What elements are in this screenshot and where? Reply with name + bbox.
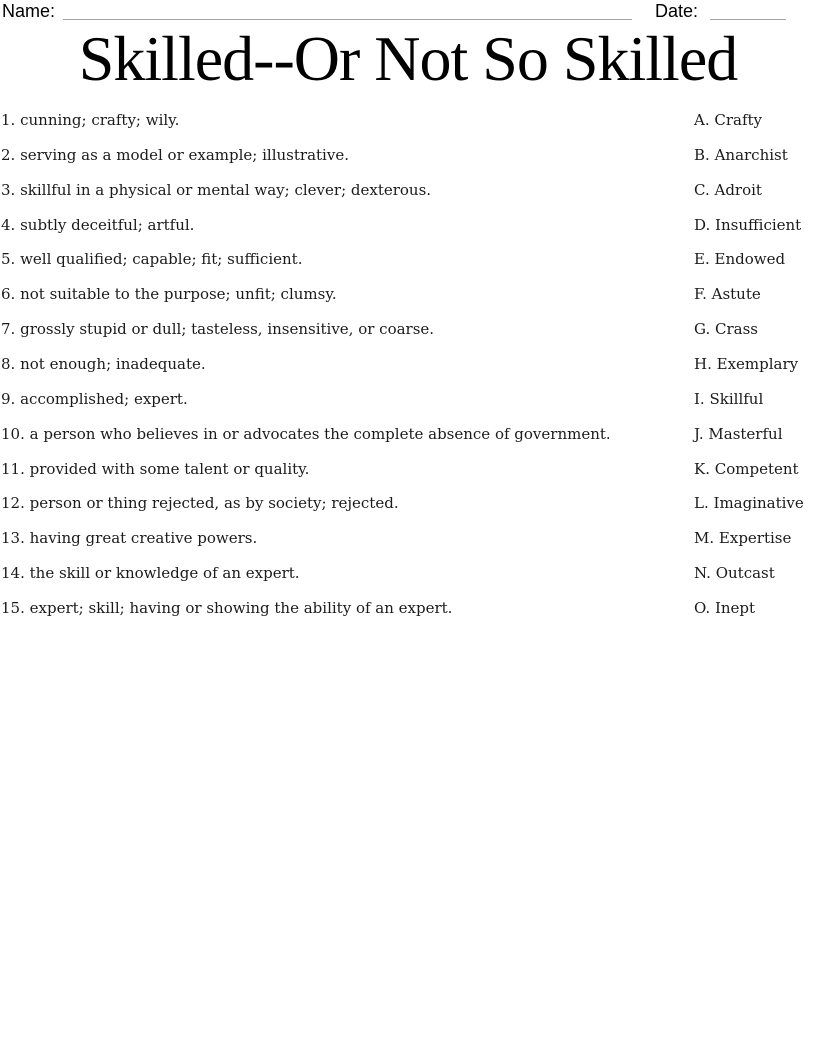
question-number: 8.: [1, 355, 16, 374]
answer-option: [694, 277, 816, 312]
name-label: Name:: [2, 1, 56, 21]
question-number: 7.: [1, 320, 16, 339]
question-text: grossly stupid or dull; tasteless, insensitive, or coarse.: [20, 320, 435, 339]
answer-option: [694, 347, 816, 382]
question-text: accomplished; expert.: [20, 389, 188, 408]
answer-word: Competent: [714, 459, 799, 478]
answer-word: Crafty: [714, 111, 763, 129]
question-number: 1.: [1, 111, 16, 129]
matching-row: [0, 138, 816, 173]
answer-word: Exemplary: [716, 355, 799, 374]
matching-row: [0, 173, 816, 208]
answer-word: Crass: [715, 320, 758, 339]
answer-word: Expertise: [718, 529, 792, 548]
definition-text: [0, 382, 694, 417]
definition-text: [0, 417, 694, 452]
answer-letter: K.: [694, 459, 710, 478]
definition-text: [0, 347, 694, 382]
answer-letter: M.: [694, 529, 715, 548]
definition-text: [0, 242, 694, 277]
answer-option: [694, 138, 816, 173]
question-number: 6.: [1, 285, 16, 304]
answer-word: Imaginative: [713, 494, 804, 513]
matching-row: [0, 452, 816, 487]
question-text: not enough; inadequate.: [20, 355, 206, 374]
definition-text: [0, 138, 694, 173]
definition-text: [0, 103, 694, 138]
answer-letter: H.: [694, 355, 712, 374]
question-text: a person who believes in or advocates the complete absence of government.: [29, 424, 611, 443]
matching-row: [0, 382, 816, 417]
answer-option: [694, 521, 816, 556]
answer-option: [694, 103, 816, 138]
answer-letter: E.: [694, 250, 710, 269]
answer-letter: C.: [694, 180, 710, 199]
definition-text: [0, 312, 694, 347]
question-number: 14.: [1, 564, 25, 583]
question-text: expert; skill; having or showing the ability of an expert.: [29, 599, 453, 618]
answer-letter: F.: [694, 285, 707, 304]
answer-option: [694, 208, 816, 243]
name-blank-line: [63, 0, 632, 20]
answer-word: Adroit: [714, 180, 762, 199]
answer-word: Endowed: [714, 250, 786, 269]
matching-row: [0, 312, 816, 347]
question-number: 5.: [1, 250, 16, 269]
question-number: 3.: [1, 180, 16, 199]
answer-letter: B.: [694, 145, 710, 164]
question-number: 4.: [1, 215, 16, 234]
answer-word: Outcast: [715, 564, 775, 583]
matching-row: [0, 277, 816, 312]
matching-list: [0, 103, 816, 626]
answer-word: Insufficient: [715, 215, 802, 234]
question-text: subtly deceitful; artful.: [20, 215, 195, 234]
matching-row: [0, 347, 816, 382]
matching-row: [0, 556, 816, 591]
question-text: serving as a model or example; illustrative.: [20, 145, 349, 164]
definition-text: [0, 452, 694, 487]
matching-row: [0, 591, 816, 626]
question-number: 2.: [1, 145, 16, 164]
matching-row: [0, 103, 816, 138]
matching-row: [0, 486, 816, 521]
question-text: person or thing rejected, as by society; rejected.: [29, 494, 399, 513]
answer-option: [694, 312, 816, 347]
question-text: the skill or knowledge of an expert.: [29, 564, 300, 583]
answer-option: [694, 591, 816, 626]
question-number: 9.: [1, 389, 16, 408]
question-text: not suitable to the purpose; unfit; clumsy.: [20, 285, 337, 304]
answer-word: Anarchist: [714, 145, 788, 164]
definition-text: [0, 208, 694, 243]
answer-letter: D.: [694, 215, 711, 234]
answer-option: [694, 556, 816, 591]
matching-row: [0, 208, 816, 243]
matching-row: [0, 521, 816, 556]
matching-row: [0, 242, 816, 277]
question-text: provided with some talent or quality.: [29, 459, 310, 478]
question-text: well qualified; capable; fit; sufficient.: [20, 250, 303, 269]
page-title: Skilled--Or Not So Skilled: [78, 23, 738, 94]
answer-letter: I.: [694, 389, 705, 408]
question-number: 12.: [1, 494, 25, 513]
question-text: having great creative powers.: [29, 529, 258, 548]
definition-text: [0, 521, 694, 556]
date-label: Date:: [655, 1, 699, 21]
definition-text: [0, 173, 694, 208]
answer-letter: G.: [694, 320, 711, 339]
answer-word: Masterful: [708, 424, 783, 443]
definition-text: [0, 486, 694, 521]
matching-row: [0, 417, 816, 452]
answer-option: [694, 452, 816, 487]
answer-letter: N.: [694, 564, 711, 583]
answer-option: [694, 382, 816, 417]
answer-letter: O.: [694, 599, 711, 618]
answer-word: Astute: [711, 285, 761, 304]
question-number: 15.: [1, 599, 25, 618]
question-text: cunning; crafty; wily.: [20, 111, 180, 129]
answer-option: [694, 173, 816, 208]
definition-text: [0, 556, 694, 591]
answer-letter: A.: [694, 111, 710, 129]
question-number: 10.: [1, 424, 25, 443]
definition-text: [0, 591, 694, 626]
question-number: 11.: [1, 459, 25, 478]
answer-option: [694, 486, 816, 521]
answer-option: [694, 417, 816, 452]
answer-option: [694, 242, 816, 277]
answer-word: Skillful: [709, 389, 764, 408]
answer-letter: J.: [694, 424, 704, 443]
answer-letter: L.: [694, 494, 709, 513]
question-number: 13.: [1, 529, 25, 548]
definition-text: [0, 277, 694, 312]
date-blank-line: [710, 0, 786, 20]
question-text: skillful in a physical or mental way; clever; dexterous.: [20, 180, 432, 199]
answer-word: Inept: [714, 599, 756, 618]
